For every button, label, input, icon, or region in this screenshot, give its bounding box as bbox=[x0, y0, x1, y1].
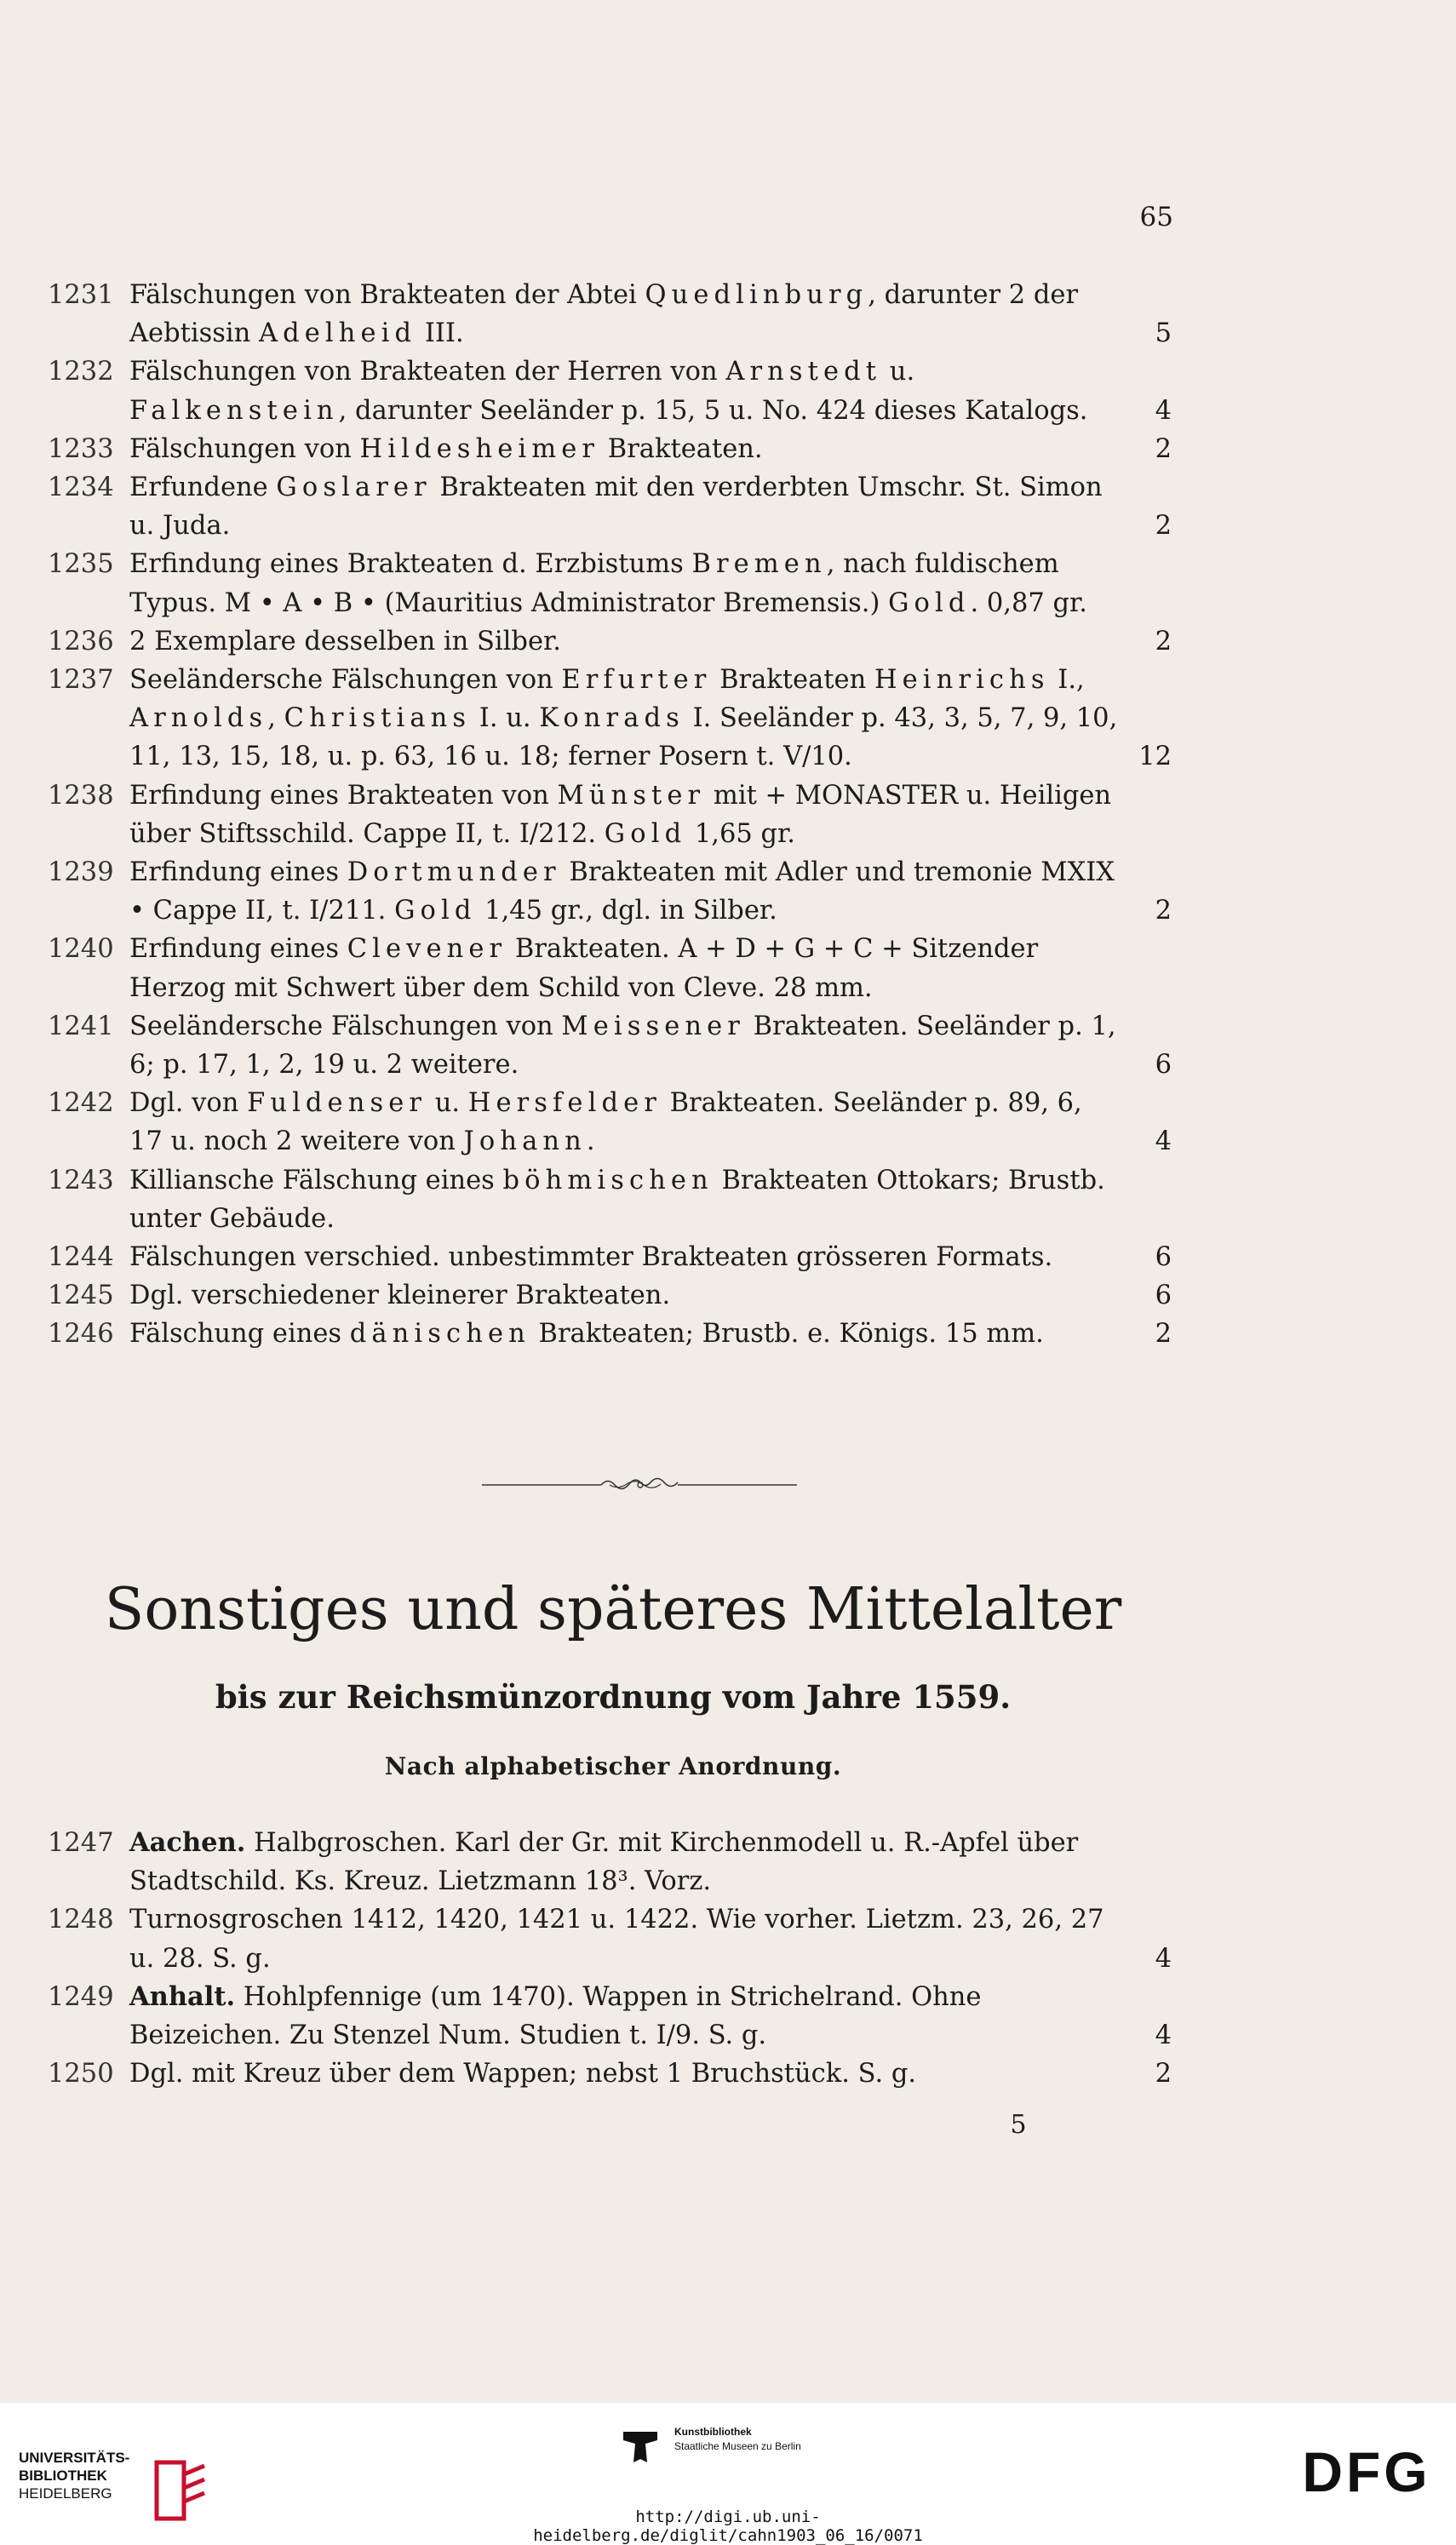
entry-emphasis: Münster bbox=[557, 780, 706, 811]
entry-text: Brakteaten mit den verderbten Umschr. St. Simon u. Juda. bbox=[129, 473, 1103, 542]
entry-emphasis: Clevener bbox=[347, 934, 507, 965]
entry-price: 4 bbox=[1155, 2021, 1172, 2051]
entry-price: 5 bbox=[1155, 318, 1172, 349]
catalog-entry bbox=[48, 777, 1172, 853]
entry-emphasis: Falkenstein bbox=[129, 395, 339, 426]
entry-price: 6 bbox=[1155, 1281, 1172, 1311]
entry-text: u. bbox=[427, 1088, 468, 1119]
catalog-entry bbox=[48, 430, 1172, 468]
entry-emphasis: Goslarer bbox=[276, 473, 432, 503]
entry-text: 2 Exemplare desselben in Silber. bbox=[129, 626, 561, 656]
entry-text: I., bbox=[1049, 665, 1085, 696]
eagle-icon bbox=[620, 2425, 661, 2466]
entry-text: Fälschungen von Brakteaten der Herren von bbox=[129, 357, 726, 387]
entry-text: Fälschungen verschied. unbestimmter Brakteaten grösseren Formats. bbox=[129, 1242, 1053, 1273]
entry-text: I. u. bbox=[471, 703, 540, 734]
entry-description bbox=[129, 661, 1172, 777]
entry-description bbox=[129, 1161, 1172, 1238]
entry-price: 4 bbox=[1155, 1943, 1172, 1974]
entry-text: Hohlpfennige (um 1470). Wappen in Strichelrand. Ohne Beizeichen. Zu Stenzel Num. Studien t. I/9. S. g. bbox=[129, 1981, 982, 2051]
entry-text: Dgl. verschiedener kleinerer Brakteaten. bbox=[129, 1281, 671, 1311]
entry-text: Seeländersche Fälschungen von bbox=[129, 665, 562, 696]
entry-number: 1237 bbox=[48, 665, 114, 696]
catalog-entry bbox=[48, 661, 1172, 777]
entry-description bbox=[129, 1238, 1172, 1276]
ornament-divider bbox=[482, 1472, 797, 1498]
entry-emphasis: Bremen bbox=[691, 549, 827, 580]
entry-emphasis: Hildesheimer bbox=[359, 433, 600, 464]
entry-number: 1250 bbox=[48, 2059, 114, 2089]
entry-text: Turnosgroschen 1412, 1420, 1421 u. 1422. Wie vorher. Lietzm. 23, 26, 27 u. 28. S. g. bbox=[129, 1905, 1104, 1974]
catalog-entry bbox=[48, 276, 1172, 353]
entry-number: 1244 bbox=[48, 1242, 114, 1273]
entry-text: Brakteaten Ottokars; Brustb. unter Gebäude. bbox=[129, 1165, 1105, 1234]
entry-number: 1247 bbox=[48, 1828, 114, 1858]
entry-text: Erfindung eines Brakteaten von bbox=[129, 780, 558, 811]
catalog-entry bbox=[48, 1161, 1172, 1238]
entry-place-heading: Aachen. bbox=[129, 1827, 246, 1858]
catalog-entries-bottom bbox=[48, 1824, 1172, 2093]
catalog-entry bbox=[48, 1007, 1172, 1084]
catalog-entry bbox=[48, 622, 1172, 661]
dfg-logo-text: DFG bbox=[1302, 2442, 1431, 2502]
entry-emphasis: dänischen bbox=[349, 1319, 530, 1350]
entry-description bbox=[129, 1007, 1172, 1084]
kunstbibliothek-logo[interactable] bbox=[620, 2423, 875, 2474]
entry-number: 1234 bbox=[48, 473, 114, 503]
entry-emphasis: Arnolds bbox=[129, 703, 268, 734]
entry-number: 1233 bbox=[48, 433, 114, 464]
entry-price: 2 bbox=[1155, 626, 1172, 656]
catalog-entry bbox=[48, 1824, 1172, 1900]
entry-text: Fälschungen von Brakteaten der Abtei bbox=[129, 280, 645, 310]
entry-description bbox=[129, 2055, 1172, 2093]
entry-price: 2 bbox=[1155, 2059, 1172, 2089]
entry-number: 1243 bbox=[48, 1165, 114, 1195]
catalog-entry bbox=[48, 853, 1172, 930]
entry-text: Erfundene bbox=[129, 473, 277, 503]
entry-description bbox=[129, 1315, 1172, 1353]
entry-price: 2 bbox=[1155, 896, 1172, 926]
entry-description bbox=[129, 353, 1172, 429]
entry-emphasis: Erfurter bbox=[561, 665, 712, 696]
entry-description bbox=[129, 1978, 1172, 2055]
catalog-entry bbox=[48, 1276, 1172, 1315]
entry-number: 1240 bbox=[48, 934, 114, 965]
entry-text: Dgl. mit Kreuz über dem Wappen; nebst 1 Bruchstück. S. g. bbox=[129, 2059, 917, 2089]
entry-emphasis: Gold bbox=[888, 588, 971, 618]
university-library-logo[interactable] bbox=[19, 2449, 215, 2522]
section-subtitle: bis zur Reichsmünzordnung vom Jahre 1559. bbox=[215, 1678, 1012, 1716]
dfg-logo[interactable] bbox=[1294, 2442, 1439, 2502]
catalog-entry bbox=[48, 1900, 1172, 1977]
entry-text: Killiansche Fälschung eines bbox=[129, 1165, 503, 1195]
entry-text: u. bbox=[881, 357, 915, 387]
entry-text: , darunter 2 der Aebtissin bbox=[129, 280, 1079, 349]
entry-text: Halbgroschen. Karl der Gr. mit Kirchenmodell u. R.-Apfel über Stadtschild. Ks. Kreuz. Lietzmann 18³. Vorz. bbox=[129, 1828, 1079, 1897]
entry-price: 12 bbox=[1138, 742, 1172, 772]
entry-text: . 0,87 gr. bbox=[970, 588, 1087, 618]
entry-number: 1241 bbox=[48, 1011, 114, 1041]
catalog-entry bbox=[48, 1315, 1172, 1353]
entry-text: 1,65 gr. bbox=[686, 818, 795, 849]
catalog-entry bbox=[48, 1978, 1172, 2055]
entry-emphasis: böhmischen bbox=[502, 1165, 714, 1195]
entry-text: Brakteaten. bbox=[599, 433, 763, 464]
entry-description bbox=[129, 1900, 1172, 1977]
entry-text: Erfindung eines bbox=[129, 934, 347, 965]
entry-text: Brakteaten. Seeländer p. 89, 6, 17 u. noch 2 weitere von bbox=[129, 1088, 1082, 1157]
entry-text: Brakteaten mit Adler und tremonie MXIX • Cappe II, t. I/211. bbox=[129, 857, 1115, 926]
entry-text: Seeländersche Fälschungen von bbox=[129, 1011, 562, 1041]
entry-emphasis: Adelheid bbox=[259, 318, 417, 349]
entry-description bbox=[129, 622, 1172, 661]
page-number: 65 bbox=[1139, 202, 1173, 232]
entry-emphasis: Gold bbox=[394, 896, 477, 926]
entry-text: mit + MONASTER u. Heiligen über Stiftsschild. Cappe II, t. I/212. bbox=[129, 780, 1112, 849]
entry-description bbox=[129, 1276, 1172, 1315]
entry-description bbox=[129, 276, 1172, 353]
entry-description bbox=[129, 1084, 1172, 1161]
entry-price: 2 bbox=[1155, 511, 1172, 542]
entry-emphasis: Dortmunder bbox=[347, 857, 561, 888]
signature-mark: 5 bbox=[1010, 2110, 1027, 2140]
entry-number: 1232 bbox=[48, 357, 114, 387]
entry-price: 2 bbox=[1155, 433, 1172, 464]
entry-number: 1238 bbox=[48, 780, 114, 811]
entry-emphasis: Fuldenser bbox=[247, 1088, 427, 1119]
entry-number: 1231 bbox=[48, 280, 114, 310]
entry-text: III. bbox=[416, 318, 464, 349]
section-note: Nach alphabetischer Anordnung. bbox=[384, 1752, 842, 1780]
entry-text: , darunter Seeländer p. 15, 5 u. No. 424 dieses Katalogs. bbox=[338, 395, 1088, 426]
catalog-entry bbox=[48, 1084, 1172, 1161]
entry-description bbox=[129, 1824, 1172, 1900]
entry-number: 1239 bbox=[48, 857, 114, 888]
entry-text: , bbox=[267, 703, 284, 734]
catalog-entry bbox=[48, 930, 1172, 1006]
entry-number: 1249 bbox=[48, 1981, 114, 2012]
entry-text: 1,45 gr., dgl. in Silber. bbox=[476, 896, 777, 926]
entry-number: 1246 bbox=[48, 1319, 114, 1350]
entry-price: 4 bbox=[1155, 1126, 1172, 1157]
entry-price: 2 bbox=[1155, 1319, 1172, 1350]
entry-description bbox=[129, 930, 1172, 1006]
entry-text: . bbox=[586, 1126, 595, 1157]
entry-number: 1248 bbox=[48, 1905, 114, 1935]
entry-emphasis: Arnstedt bbox=[725, 357, 882, 387]
entry-emphasis: Christians bbox=[284, 703, 472, 734]
entry-text: Erfindung eines Brakteaten d. Erzbistums bbox=[129, 549, 692, 580]
library-name-line1: UNIVERSITÄTS- bbox=[19, 2450, 130, 2466]
entry-price: 6 bbox=[1155, 1242, 1172, 1273]
entry-text: Fälschung eines bbox=[129, 1319, 350, 1350]
entry-emphasis: Heinrichs bbox=[874, 665, 1050, 696]
entry-description bbox=[129, 430, 1172, 468]
entry-number: 1235 bbox=[48, 549, 114, 580]
entry-price: 4 bbox=[1155, 395, 1172, 426]
entry-text: Fälschungen von bbox=[129, 433, 360, 464]
entry-text: Erfindung eines bbox=[129, 857, 347, 888]
kb-name: Kunstbibliothek bbox=[674, 2426, 752, 2438]
entry-text: Brakteaten bbox=[711, 665, 874, 696]
entry-emphasis: Meissener bbox=[561, 1011, 745, 1041]
catalog-entry bbox=[48, 353, 1172, 429]
entry-place-heading: Anhalt. bbox=[129, 1980, 236, 2012]
entry-number: 1242 bbox=[48, 1088, 114, 1119]
catalog-entries-top bbox=[48, 276, 1172, 1354]
entry-emphasis: Hersfelder bbox=[467, 1088, 662, 1119]
entry-number: 1245 bbox=[48, 1281, 114, 1311]
entry-description bbox=[129, 468, 1172, 545]
entry-number: 1236 bbox=[48, 626, 114, 656]
entry-text: I. Seeländer p. 43, 3, 5, 7, 9, 10, 11, 13, 15, 18, u. p. 63, 16 u. 18; ferner Posern t. V/10. bbox=[129, 703, 1118, 772]
kb-institution: Staatliche Museen zu Berlin bbox=[674, 2440, 801, 2452]
entry-description bbox=[129, 545, 1172, 622]
entry-description bbox=[129, 777, 1172, 853]
entry-emphasis: Johann bbox=[463, 1126, 587, 1157]
entry-text: Brakteaten. Seeländer p. 1, 6; p. 17, 1, 2, 19 u. 2 weitere. bbox=[129, 1011, 1116, 1080]
library-emblem-icon bbox=[150, 2457, 209, 2524]
entry-text: Brakteaten; Brustb. e. Königs. 15 mm. bbox=[530, 1319, 1044, 1350]
entry-emphasis: Quedlinburg bbox=[645, 280, 868, 310]
entry-price: 6 bbox=[1155, 1050, 1172, 1080]
entry-text: , nach fuldischem Typus. M • A • B • (Mauritius Administrator Bremensis.) bbox=[129, 549, 1059, 618]
library-name-line2: BIBLIOTHEK bbox=[19, 2468, 107, 2484]
catalog-entry bbox=[48, 2055, 1172, 2093]
entry-emphasis: Gold bbox=[604, 818, 687, 849]
permalink-url[interactable]: http://digi.ub.uni-heidelberg.de/diglit/cahn1903_06_16/0071 bbox=[533, 2508, 923, 2545]
entry-emphasis: Konrads bbox=[539, 703, 685, 734]
catalog-entry bbox=[48, 545, 1172, 622]
entry-text: Dgl. von bbox=[129, 1088, 248, 1119]
section-title: Sonstiges und späteres Mittelalter bbox=[104, 1576, 1122, 1643]
footer-bar bbox=[0, 2403, 1456, 2545]
entry-description bbox=[129, 853, 1172, 930]
entry-text: Brakteaten. A + D + G + C + Sitzender Herzog mit Schwert über dem Schild von Cleve. 28 mm. bbox=[129, 934, 1039, 1003]
catalog-entry bbox=[48, 468, 1172, 545]
catalog-entry bbox=[48, 1238, 1172, 1276]
library-name-line3: HEIDELBERG bbox=[19, 2485, 112, 2502]
